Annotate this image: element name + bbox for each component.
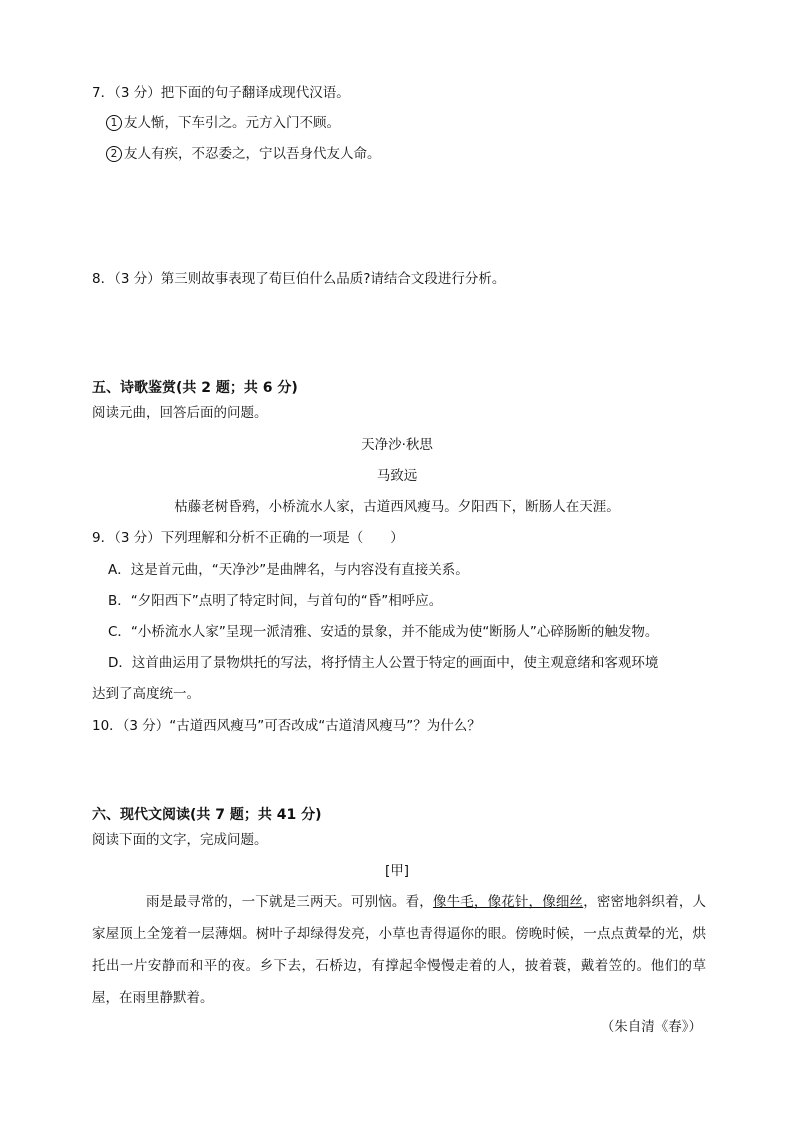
poem-author: 马致远: [376, 468, 418, 484]
passage-paragraph: [92, 886, 706, 1014]
section-5-title: 五、诗歌鉴赏(共 2 题；共 6 分): [92, 380, 298, 396]
question-7-item-2-text: 友人有疾，不忍委之，宁以吾身代友人命。: [124, 146, 381, 162]
circled-number-2: 2: [106, 146, 122, 162]
question-8-stem: 8．（3 分）第三则故事表现了荀巨伯什么品质?请结合文段进行分析。: [92, 271, 506, 287]
passage-text-before: 雨是最寻常的，一下就是三两天。可别恼。看，: [146, 894, 433, 910]
circled-number-1: 1: [106, 115, 122, 131]
question-9-option-a: A．这是首元曲，“天净沙”是曲牌名，与内容没有直接关系。: [108, 562, 469, 578]
poem-text: 枯藤老树昏鸦，小桥流水人家，古道西风瘦马。夕阳西下，断肠人在天涯。: [174, 499, 620, 515]
question-9-option-d-line-1: D．这首曲运用了景物烘托的写法，将抒情主人公置于特定的画面中，使主观意绪和客观环境: [108, 655, 659, 671]
passage-text-after: ，密密地斜织着，人家屋顶上全笼着一层薄烟。树叶子却绿得发亮，小草也青得逼你的眼。傍晚时候，一点点黄晕的光，烘托出一片安静而和平的夜。乡下去，石桥边，有撑起伞慢慢走着的人，披着蓑，戴着笠的。他们的草屋，在雨里静默着。: [92, 894, 707, 1006]
section-6-title: 六、现代文阅读(共 7 题；共 41 分): [92, 807, 322, 823]
section-6-instruction: 阅读下面的文字，完成问题。: [92, 832, 268, 848]
question-9-option-b: B．“夕阳西下”点明了特定时间，与首句的“昏”相呼应。: [108, 593, 443, 609]
question-7-item-1: [106, 114, 340, 132]
passage-label: [甲]: [384, 863, 410, 879]
question-10-stem: 10．（3 分）“古道西风瘦马”可否改成“古道清风瘦马”？为什么？: [92, 718, 481, 734]
question-7-item-2: [106, 145, 381, 163]
passage-underlined-phrase: 像牛毛，像花针，像细丝: [432, 894, 584, 910]
question-9-option-c: C．“小桥流水人家”呈现一派清雅、安适的景象，并不能成为使“断肠人”心碎肠断的触发物。: [108, 624, 659, 640]
question-9-option-d-line-2: 达到了高度统一。: [92, 686, 200, 702]
question-9-stem: 9．（3 分）下列理解和分析不正确的一项是（ ）: [92, 530, 404, 546]
section-5-instruction: 阅读元曲，回答后面的问题。: [92, 405, 268, 421]
poem-title: 天净沙·秋思: [361, 437, 433, 453]
passage-source: （朱自清《春》）: [600, 1019, 702, 1035]
question-7-item-1-text: 友人惭，下车引之。元方入门不顾。: [124, 115, 340, 131]
question-7-stem: 7．（3 分）把下面的句子翻译成现代汉语。: [92, 85, 350, 101]
